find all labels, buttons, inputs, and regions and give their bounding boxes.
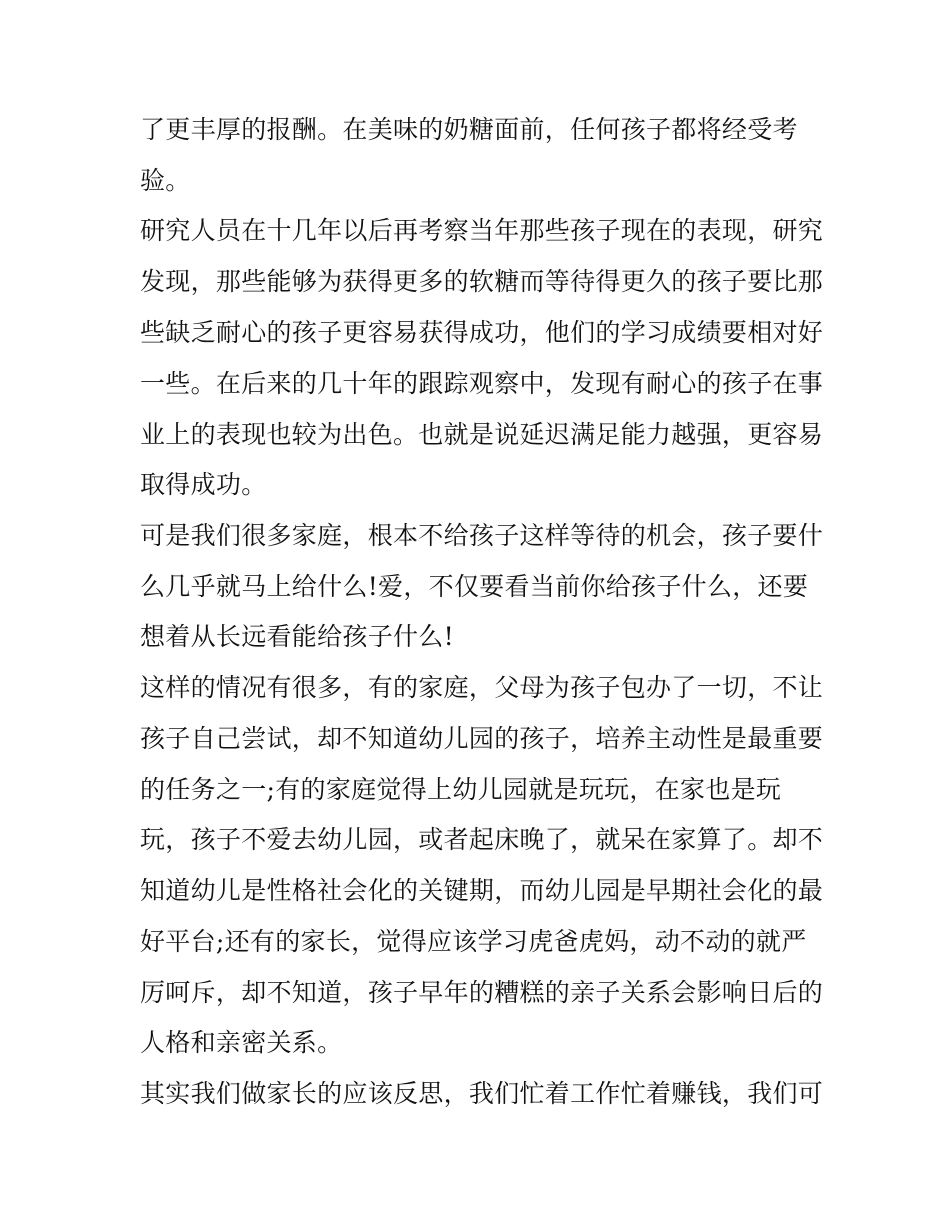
text-line: 好平台;还有的家长，觉得应该学习虎爸虎妈，动不动的就严 (140, 927, 807, 956)
text-line: 人格和亲密关系。 (140, 1028, 343, 1057)
text-line: 了更丰厚的报酬。在美味的奶糖面前，任何孩子都将经受考 (140, 115, 798, 144)
text-line: 验。 (140, 166, 191, 195)
text-line: 知道幼儿是性格社会化的关键期，而幼儿园是早期社会化的最 (140, 876, 824, 905)
text-line: 的任务之一;有的家庭觉得上幼儿园就是玩玩，在家也是玩 (140, 775, 782, 804)
text-line: 些缺乏耐心的孩子更容易获得成功，他们的学习成绩要相对好 (140, 318, 824, 347)
text-line: 取得成功。 (140, 470, 267, 499)
text-line: 可是我们很多家庭，根本不给孩子这样等待的机会，孩子要什 (140, 521, 824, 550)
text-line: 其实我们做家长的应该反思，我们忙着工作忙着赚钱，我们可 (140, 1079, 824, 1108)
text-line: 发现，那些能够为获得更多的软糖而等待得更久的孩子要比那 (140, 267, 824, 296)
text-line: 这样的情况有很多，有的家庭，父母为孩子包办了一切，不让 (140, 673, 824, 702)
text-line: 么几乎就马上给什么!爱，不仅要看当前你给孩子什么，还要 (140, 572, 809, 601)
text-line: 业上的表现也较为出色。也就是说延迟满足能力越强，更容易 (140, 420, 824, 449)
text-line: 想着从长远看能给孩子什么! (140, 622, 454, 651)
text-line: 厉呵斥，却不知道，孩子早年的糟糕的亲子关系会影响日后的 (140, 978, 824, 1007)
text-line: 孩子自己尝试，却不知道幼儿园的孩子，培养主动性是最重要 (140, 724, 824, 753)
text-line: 研究人员在十几年以后再考察当年那些孩子现在的表现，研究 (140, 216, 824, 245)
text-line: 一些。在后来的几十年的跟踪观察中，发现有耐心的孩子在事 (140, 369, 824, 398)
text-line: 玩，孩子不爱去幼儿园，或者起床晚了，就呆在家算了。却不 (140, 825, 824, 854)
